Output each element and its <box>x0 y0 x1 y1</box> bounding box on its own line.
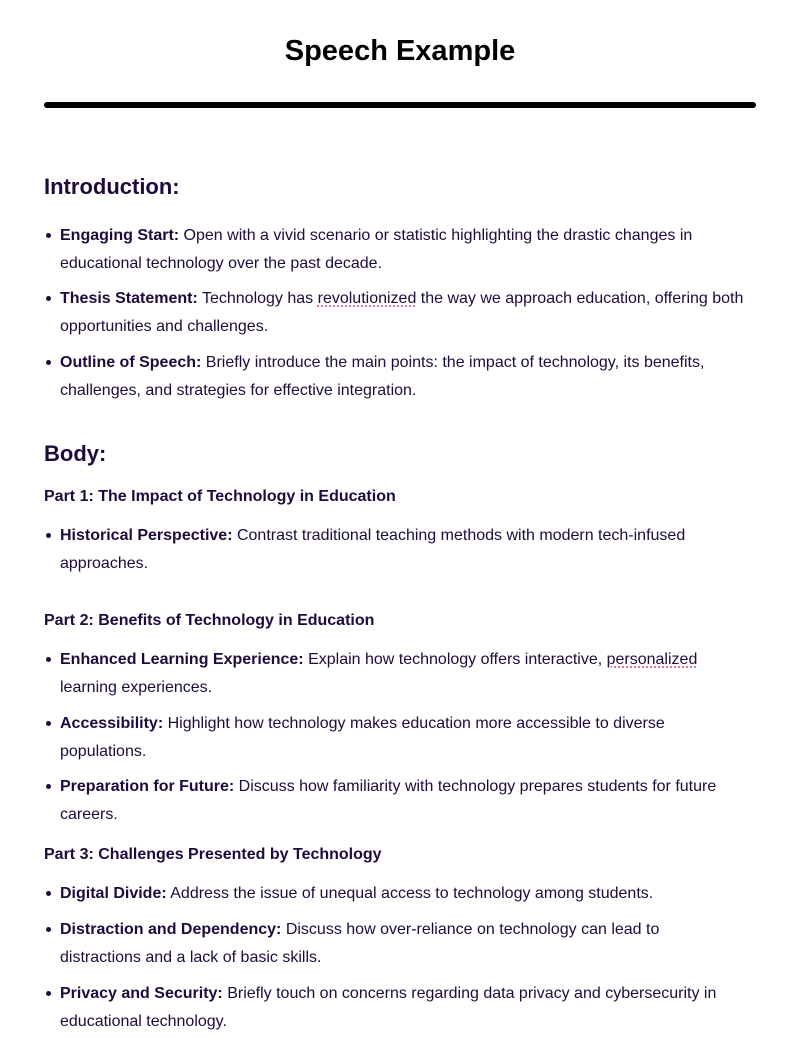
list-item-preparation-for-future <box>44 773 744 828</box>
list-item-privacy-security <box>44 980 744 1035</box>
item-text: Contrast traditional teaching methods with modern tech-infused approaches. <box>60 527 686 572</box>
list-item-enhanced-learning <box>44 646 744 701</box>
item-label: Outline of Speech: <box>60 354 202 371</box>
item-text: Briefly introduce the main points: the impact of technology, its benefits, challenges, and strategies for effective integration. <box>60 354 705 399</box>
bullet-icon <box>46 891 51 896</box>
item-text: Highlight how technology makes education more accessible to diverse populations. <box>60 715 665 760</box>
item-text: Explain how technology offers interactive, <box>303 651 607 668</box>
item-label: Preparation for Future: <box>60 778 235 795</box>
section-heading-body: Body: <box>44 441 107 466</box>
item-text: the way we approach education, offering both opportunities and challenges. <box>60 290 744 335</box>
part-heading-3: Part 3: Challenges Presented by Technology <box>44 846 382 863</box>
spellcheck-flagged-word[interactable]: revolutionized <box>317 290 417 307</box>
bullet-icon <box>46 360 51 365</box>
list-item-digital-divide <box>44 880 744 908</box>
item-label: Thesis Statement: <box>60 290 198 307</box>
item-label: Engaging Start: <box>60 227 180 244</box>
item-label: Digital Divide: <box>60 885 167 902</box>
item-text: Briefly touch on concerns regarding data privacy and cybersecurity in educational technology. <box>60 985 717 1030</box>
bullet-icon <box>46 533 51 538</box>
item-text: Address the issue of unequal access to technology among students. <box>166 885 654 902</box>
list-item-outline-of-speech <box>44 349 744 404</box>
item-label: Distraction and Dependency: <box>60 921 282 938</box>
part-heading-2: Part 2: Benefits of Technology in Education <box>44 612 375 629</box>
list-item-engaging-start <box>44 222 744 277</box>
item-text: Discuss how over-reliance on technology can lead to distractions and a lack of basic skills. <box>60 921 660 966</box>
list-item-distraction-dependency <box>44 916 744 971</box>
spellcheck-flagged-word[interactable]: personalized <box>606 651 698 668</box>
item-text: Open with a vivid scenario or statistic highlighting the drastic changes in educational technology over the past decade. <box>60 227 693 272</box>
item-text: Technology has <box>197 290 318 307</box>
document-title: Speech Example <box>284 35 516 67</box>
title-divider <box>44 102 756 108</box>
item-label: Enhanced Learning Experience: <box>60 651 304 668</box>
bullet-icon <box>46 991 51 996</box>
list-item-historical-perspective <box>44 522 744 577</box>
part-heading-1: Part 1: The Impact of Technology in Education <box>44 488 396 505</box>
item-text: Discuss how familiarity with technology prepares students for future careers. <box>60 778 717 823</box>
list-item-accessibility <box>44 710 744 765</box>
bullet-icon <box>46 657 51 662</box>
bullet-icon <box>46 721 51 726</box>
bullet-icon <box>46 233 51 238</box>
list-item-thesis-statement <box>44 285 744 340</box>
bullet-icon <box>46 927 51 932</box>
item-label: Accessibility: <box>60 715 164 732</box>
item-label: Historical Perspective: <box>60 527 233 544</box>
section-heading-introduction: Introduction: <box>44 174 180 199</box>
item-label: Privacy and Security: <box>60 985 223 1002</box>
bullet-icon <box>46 784 51 789</box>
item-text: learning experiences. <box>60 678 213 696</box>
bullet-icon <box>46 296 51 301</box>
